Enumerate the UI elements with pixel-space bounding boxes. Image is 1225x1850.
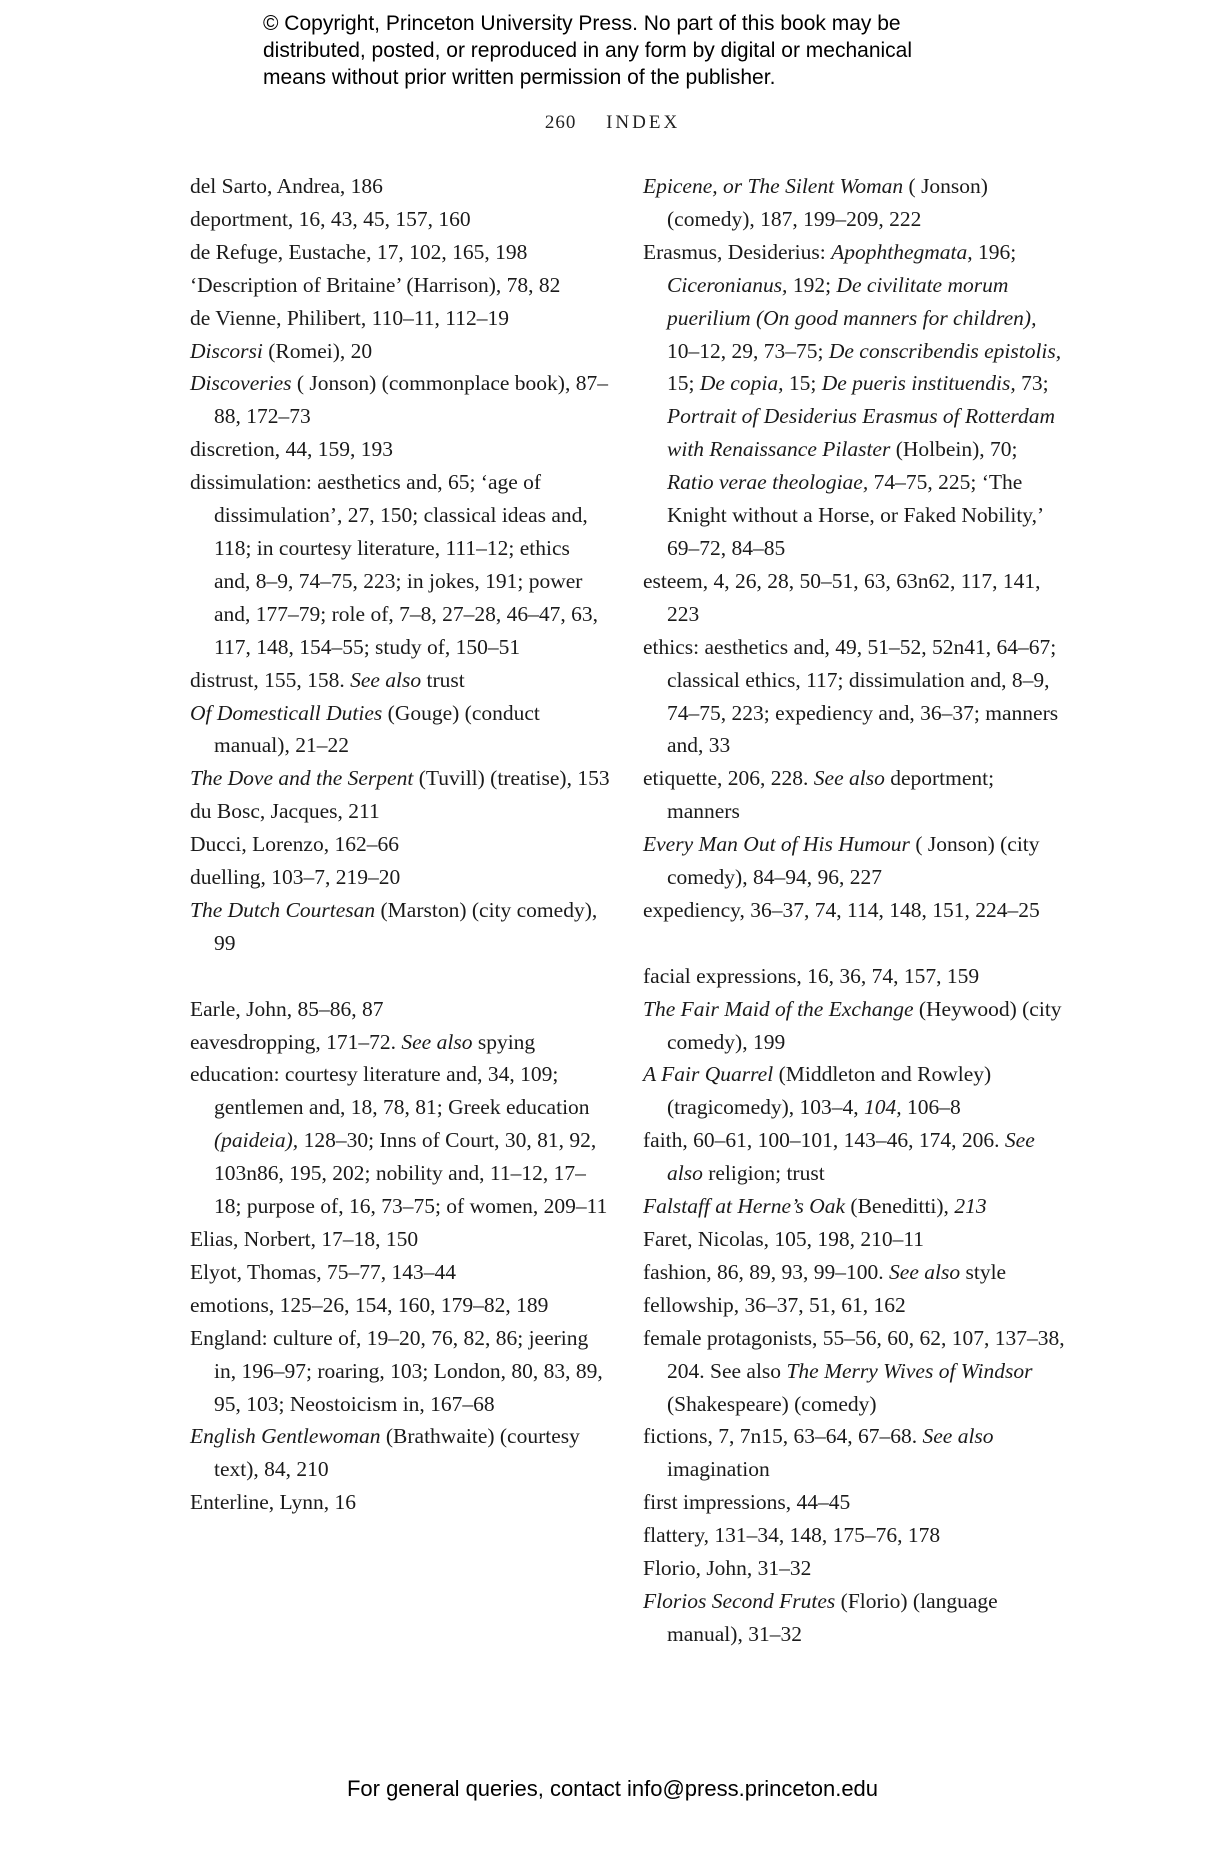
index-column-left: [190, 170, 610, 1519]
index-entry: [643, 1289, 1068, 1322]
index-entry-italic: Florios Second Frutes: [643, 1588, 836, 1613]
index-entry-italic: Portrait of Desiderius Erasmus of Rotterdam with Renaissance Pilaster: [667, 404, 1055, 462]
index-entry-italic: Discorsi: [190, 338, 263, 363]
index-entry: [190, 697, 610, 763]
index-entry: [190, 828, 610, 861]
index-entry-text: faith, 60–61, 100–101, 143–46, 174, 206.: [643, 1128, 1005, 1153]
index-entry-text: Florio, John, 31–32: [643, 1556, 812, 1581]
index-entry: [643, 828, 1068, 894]
index-entry-italic: 213: [954, 1194, 987, 1219]
index-entry: [643, 1420, 1068, 1486]
index-entry-text: 15;: [667, 371, 700, 396]
index-entry-text: Elyot, Thomas, 75–77, 143–44: [190, 1259, 456, 1284]
index-entry-text: (Marston) (city comedy), 99: [214, 897, 598, 955]
index-entry: [190, 894, 610, 960]
copyright-notice: [263, 10, 1023, 91]
index-entry-text: 73;: [1015, 371, 1049, 396]
index-entry-italic: See also: [922, 1424, 994, 1449]
index-entry-italic: Ratio verae theologiae,: [667, 470, 869, 495]
index-entry: [643, 170, 1068, 236]
index-entry-text: (Romei), 20: [262, 338, 373, 363]
index-entry-text: Earle, John, 85–86, 87: [190, 996, 384, 1021]
index-entry: [190, 1058, 610, 1223]
index-entry-text: religion; trust: [702, 1161, 825, 1186]
index-entry-italic: De civilitate morum puerilium (On good manners for children),: [667, 272, 1037, 330]
index-entry: [643, 762, 1068, 828]
index-entry: [643, 993, 1068, 1059]
index-entry: [190, 335, 610, 368]
index-entry: [190, 269, 610, 302]
index-entry: [190, 1223, 610, 1256]
index-entry: [643, 1223, 1068, 1256]
index-entry: [643, 631, 1068, 763]
index-entry: [643, 1058, 1068, 1124]
index-entry-italic: See also: [889, 1259, 961, 1284]
index-entry-text: (Holbein), 70;: [890, 437, 1018, 462]
index-entry-italic: English Gentlewoman: [190, 1424, 381, 1449]
index-entry-italic: The Dove and the Serpent: [190, 766, 414, 791]
index-entry: [190, 993, 610, 1026]
index-entry-text: fashion, 86, 89, 93, 99–100.: [643, 1259, 890, 1284]
index-entry-italic: De conscribendis epistolis,: [828, 338, 1062, 363]
index-entry-italic: Ciceronianus,: [667, 272, 788, 297]
index-entry: [190, 664, 610, 697]
index-entry: [190, 433, 610, 466]
index-entry: [190, 762, 610, 795]
index-column-right: [643, 170, 1068, 1651]
index-entry-italic: A Fair Quarrel: [643, 1062, 774, 1087]
index-entry-text: de Vienne, Philibert, 110–11, 112–19: [190, 305, 509, 330]
index-entry-text: del Sarto, Andrea, 186: [190, 174, 383, 198]
index-entry: [190, 1256, 610, 1289]
index-entry: [643, 1552, 1068, 1585]
index-entry-text: ( Jonson) (comedy), 187, 199–209, 222: [667, 174, 988, 231]
index-entry: [643, 236, 1068, 565]
index-entry-text: etiquette, 206, 228.: [643, 766, 814, 791]
index-entry: [643, 960, 1068, 993]
index-entry-italic: De pueris instituendis,: [821, 371, 1016, 396]
index-entry-text: esteem, 4, 26, 28, 50–51, 63, 63n62, 117, 141, 223: [643, 568, 1041, 626]
index-entry-text: Elias, Norbert, 17–18, 150: [190, 1226, 419, 1251]
copyright-line: © Copyright, Princeton University Press. No part of this book may be: [263, 12, 901, 35]
page-number: 260: [544, 112, 577, 133]
index-entry: [190, 795, 610, 828]
index-entry-text: deportment, 16, 43, 45, 157, 160: [190, 206, 471, 231]
index-entry-text: education: courtesy literature and, 34, 109; gentlemen and, 18, 78, 81; Greek education: [190, 1062, 590, 1120]
index-entry-italic: De copia,: [699, 371, 784, 396]
index-entry: [190, 236, 610, 269]
index-entry-text: female protagonists, 55–56, 60, 62, 107, 137–38, 204. See also: [643, 1325, 1065, 1383]
footer-contact: For general queries, contact info@press.princeton.edu: [346, 1776, 879, 1801]
index-entry-text: ‘Description of Britaine’ (Harrison), 78, 82: [190, 272, 561, 297]
index-entry: [190, 1026, 610, 1059]
index-entry-italic: 104,: [864, 1095, 902, 1120]
index-entry: [643, 1519, 1068, 1552]
index-entry-text: deportment; manners: [667, 766, 995, 824]
copyright-line: means without prior written permission of the publisher.: [263, 66, 776, 89]
index-entry-italic: See also: [667, 1128, 1035, 1186]
index-entry-text: Faret, Nicolas, 105, 198, 210–11: [643, 1226, 925, 1251]
index-entry-text: trust: [421, 667, 465, 692]
index-entry-text: first impressions, 44–45: [643, 1490, 851, 1515]
index-entry-italic: Epicene, or The Silent Woman: [643, 174, 904, 198]
index-entry-italic: Apophthegmata,: [831, 239, 973, 264]
index-entry-text: (Middleton and Rowley) (tragicomedy), 103–4,: [667, 1062, 992, 1120]
index-entry-text: eavesdropping, 171–72.: [190, 1029, 402, 1054]
index-entry-text: ( Jonson) (city comedy), 84–94, 96, 227: [667, 832, 1040, 890]
letter-group-gap: [643, 927, 1068, 960]
letter-group-gap: [190, 960, 610, 993]
index-entry-text: (Florio) (language manual), 31–32: [667, 1588, 998, 1646]
index-entry-text: style: [960, 1259, 1007, 1284]
index-entry-text: distrust, 155, 158.: [190, 667, 351, 692]
index-entry-text: (Heywood) (city comedy), 199: [667, 996, 1062, 1054]
index-entry: [190, 1420, 610, 1486]
index-entry-text: emotions, 125–26, 154, 160, 179–82, 189: [190, 1292, 549, 1317]
index-entry-text: (Shakespeare) (comedy): [667, 1391, 877, 1416]
index-entry: [643, 1190, 1068, 1223]
index-entry: [643, 565, 1068, 631]
index-entry-text: fictions, 7, 7n15, 63–64, 67–68.: [643, 1424, 923, 1449]
index-entry-italic: (paideia),: [214, 1128, 299, 1153]
index-entry-text: 74–75, 225; ‘The Knight without a Horse, or Faked Nobility,’ 69–72, 84–85: [667, 470, 1043, 560]
index-entry-text: 15;: [783, 371, 822, 396]
index-entry: [643, 1486, 1068, 1519]
index-entry-text: dissimulation: aesthetics and, 65; ‘age of dissimulation’, 27, 150; classical ideas and, 118; in courtesy literature, 111–12; ethics and, 8–9, 74–75, 223; in jokes, 191; power and, 177–79; role of, 7–8, 27–28, 46–47, 63, 117, 148, 154–55; study of, 150–51: [190, 470, 598, 659]
index-entry-text: Ducci, Lorenzo, 162–66: [190, 832, 399, 857]
index-entry-italic: See also: [350, 667, 422, 692]
index-entry: [643, 1585, 1068, 1651]
index-entry-text: de Refuge, Eustache, 17, 102, 165, 198: [190, 239, 528, 264]
index-entry-text: imagination: [667, 1457, 770, 1482]
index-entry-text: (Beneditti),: [845, 1194, 955, 1219]
index-entry: [190, 1289, 610, 1322]
index-entry: [643, 1256, 1068, 1289]
index-entry-text: ethics: aesthetics and, 49, 51–52, 52n41, 64–67; classical ethics, 117; dissimulation and, 8–9, 74–75, 223; expediency and, 36–37; manners and, 33: [643, 634, 1059, 758]
index-entry: [643, 1124, 1068, 1190]
index-entry-italic: Discoveries: [190, 371, 292, 396]
index-entry-text: duelling, 103–7, 219–20: [190, 865, 401, 890]
section-title: INDEX: [606, 112, 681, 133]
index-entry-text: 128–30; Inns of Court, 30, 81, 92, 103n86, 195, 202; nobility and, 11–12, 17–18; purpose of, 16, 73–75; of women, 209–11: [214, 1128, 608, 1219]
index-entry: [190, 861, 610, 894]
index-entry-text: England: culture of, 19–20, 76, 82, 86; jeering in, 196–97; roaring, 103; London, 80, 83, 89, 95, 103; Neostoicism in, 167–68: [190, 1325, 603, 1416]
index-entry-text: discretion, 44, 159, 193: [190, 437, 394, 462]
index-entry-text: (Gouge) (conduct manual), 21–22: [214, 700, 540, 758]
index-entry: [190, 1322, 610, 1421]
index-entry-text: expediency, 36–37, 74, 114, 148, 151, 224–25: [643, 897, 1040, 922]
index-entry-text: flattery, 131–34, 148, 175–76, 178: [643, 1523, 941, 1548]
index-entry-text: 10–12, 29, 73–75;: [667, 338, 829, 363]
index-entry: [190, 302, 610, 335]
index-entry: [190, 203, 610, 236]
running-head: [0, 112, 1225, 134]
index-entry-text: 192;: [787, 272, 837, 297]
index-entry-text: fellowship, 36–37, 51, 61, 162: [643, 1292, 906, 1317]
index-entry-italic: See also: [813, 766, 885, 791]
index-entry-text: 106–8: [901, 1095, 961, 1120]
index-entry: [190, 367, 610, 433]
copyright-line: distributed, posted, or reproduced in any form by digital or mechanical: [263, 39, 913, 62]
index-entry-italic: Falstaff at Herne’s Oak: [643, 1194, 846, 1219]
index-entry-italic: Of Domesticall Duties: [190, 700, 383, 725]
index-entry-text: du Bosc, Jacques, 211: [190, 799, 380, 824]
index-entry: [190, 170, 610, 203]
index-entry-text: 196;: [972, 239, 1017, 264]
index-entry: [643, 1322, 1068, 1421]
index-entry-italic: The Merry Wives of Windsor: [786, 1358, 1033, 1383]
index-entry-italic: The Dutch Courtesan: [190, 897, 376, 922]
index-entry: [190, 1486, 610, 1519]
index-entry-text: Enterline, Lynn, 16: [190, 1490, 356, 1515]
index-entry: [190, 466, 610, 663]
index-entry-italic: The Fair Maid of the Exchange: [643, 996, 914, 1021]
index-entry-text: Erasmus, Desiderius:: [643, 239, 832, 264]
index-entry-text: ( Jonson) (commonplace book), 87–88, 172–73: [214, 371, 608, 429]
index-entry-text: spying: [472, 1029, 536, 1054]
index-entry: [643, 894, 1068, 927]
index-entry-text: (Brathwaite) (courtesy text), 84, 210: [214, 1424, 580, 1482]
index-entry-text: facial expressions, 16, 36, 74, 157, 159: [643, 963, 980, 988]
index-entry-italic: See also: [401, 1029, 473, 1054]
index-entry-italic: Every Man Out of His Humour: [643, 832, 910, 857]
index-entry-text: (Tuvill) (treatise), 153: [413, 766, 610, 791]
